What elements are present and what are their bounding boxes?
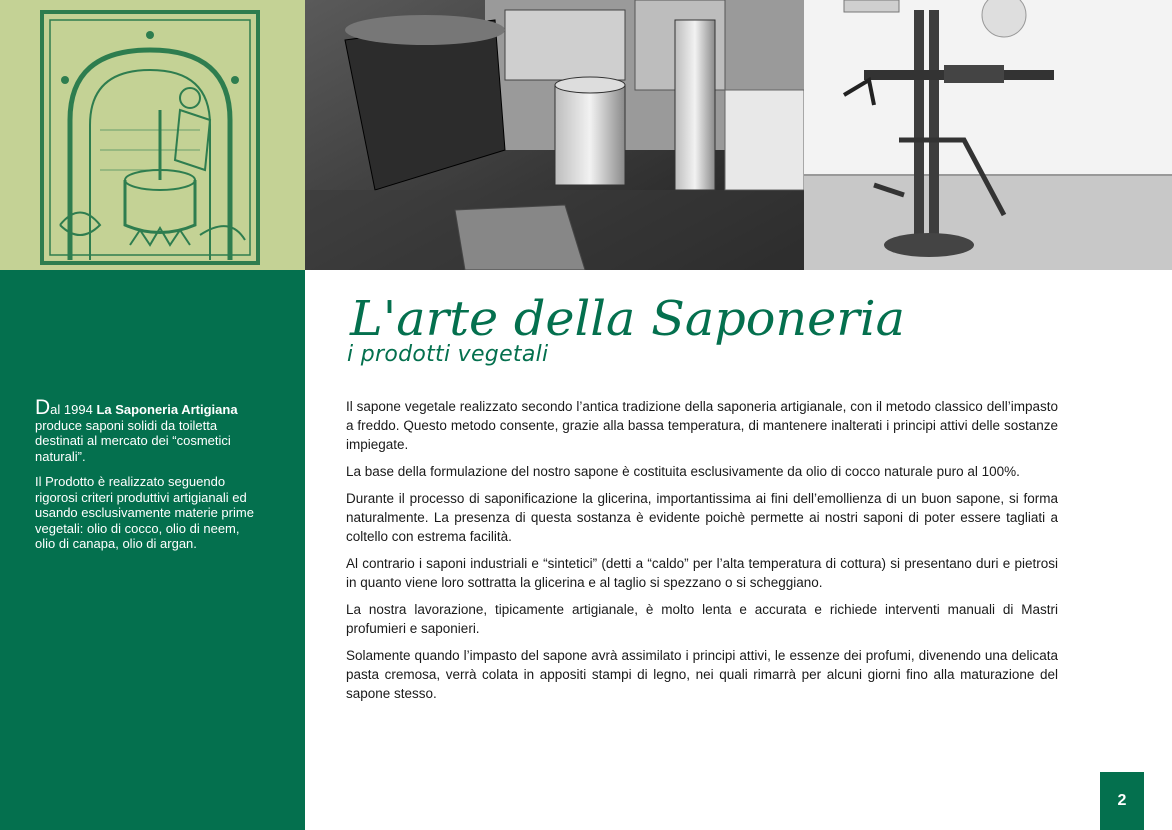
body-paragraph: Durante il processo di saponificazione la glicerina, importantissima ai fini dell’emollienza di un buon sapone, si forma naturalmente. La presenza di questa sostanza è evidente poichè permette ai nostri saponi di poter essere tagliati a coltello con estrema facilità. [346, 491, 1058, 544]
header-illustration-panel [0, 0, 305, 270]
sidebar-text-pre: al 1994 [50, 402, 97, 417]
drop-cap: D [35, 396, 51, 419]
body-paragraph: Il sapone vegetale realizzato secondo l’antica tradizione della saponeria artigianale, con il metodo classico dell’impasto a freddo. Questo metodo consente, grazie alla bassa temperatura, di mantenere inalterati i principi attivi delle sostanze impiegate. [346, 399, 1058, 452]
sidebar [0, 270, 305, 830]
sidebar-paragraph-1 [35, 396, 260, 464]
sidebar-text-rest: produce saponi solidi da toiletta destinati al mercato dei “cosmetici naturali”. [35, 417, 231, 464]
woodcut-soapmaker-illustration [40, 10, 260, 265]
soap-factory-kettles-photo [305, 0, 804, 270]
body-paragraph: La nostra lavorazione, tipicamente artigianale, è molto lenta e accurata e richiede interventi manuali di Mastri profumieri e saponieri. [346, 602, 1058, 636]
svg-text:L'arte della Saponeria: L'arte della Saponeria [348, 291, 905, 345]
page-title [348, 283, 948, 345]
body-paragraph: Solamente quando l’impasto del sapone avrà assimilato i principi attivi, le essenze dei profumi, divenendo una delicata pasta cremosa, verrà colata in appositi stampi di legno, nei quali rimarrà per alcuni giorni fino alla maturazione del sapone stesso. [346, 648, 1058, 701]
sidebar-intro [35, 396, 260, 562]
soap-press-machine-photo [804, 0, 1172, 270]
body-paragraph: Al contrario i saponi industriali e “sintetici” (detti a “caldo” per l’alta temperatura di cottura) si presentano duri e pietrosi in quanto viene loro sottratta la glicerina e al taglio si spezzano o si scheggiano. [346, 556, 1058, 590]
company-name: La Saponeria Artigiana [96, 402, 238, 417]
page-number: 2 [1100, 772, 1144, 830]
sidebar-paragraph-2: Il Prodotto è realizzato seguendo rigorosi criteri produttivi artigianali ed usando esclusivamente materie prime vegetali: olio di cocco, olio di neem, olio di canapa, olio di argan. [35, 474, 254, 551]
body-text [346, 397, 1058, 711]
body-paragraph: La base della formulazione del nostro sapone è costituita esclusivamente da olio di cocco naturale puro al 100%. [346, 464, 1020, 479]
page-subtitle: i prodotti vegetali [347, 342, 549, 367]
